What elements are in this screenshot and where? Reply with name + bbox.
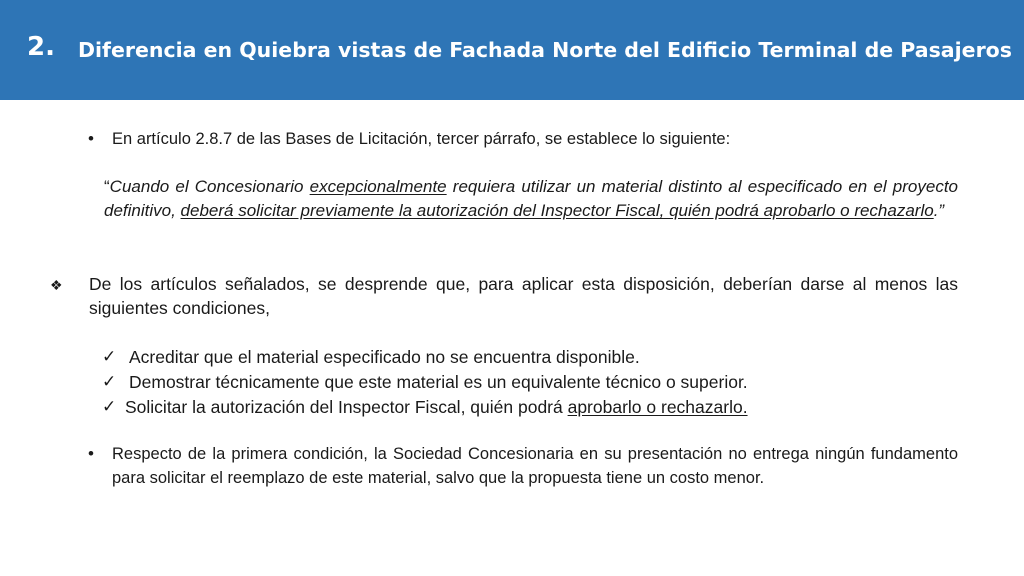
checkmark-icon: ✓ [102, 372, 117, 391]
slide-title: Diferencia en Quiebra vistas de Fachada Norte del Edificio Terminal de Pasajeros [78, 38, 1012, 62]
conditions-intro-text: De los artículos señalados, se desprende que, para aplicar esta disposición, deberían darse al menos las siguientes condiciones, [89, 274, 958, 318]
condition-2: Demostrar técnicamente que este material es un equivalente técnico o superior. [129, 372, 748, 392]
condition-1: Acreditar que el material especificado no se encuentra disponible. [129, 347, 640, 367]
bullet-intro-text: En artículo 2.8.7 de las Bases de Licitación, tercer párrafo, se establece lo siguiente: [112, 130, 731, 148]
diamond-bullet-icon: ❖ [50, 277, 63, 293]
quote-open: “ [104, 177, 110, 196]
section-number: 2. [27, 32, 55, 62]
first-condition-remark: Respecto de la primera condición, la Sociedad Concesionaria en su presentación no entrega ningún fundamento para solicitar el reemplazo de este material, salvo que la propuesta tiene un costo menor. [112, 445, 958, 487]
quote-close: .” [933, 201, 945, 220]
condition-3-underlined: aprobarlo o rechazarlo. [567, 397, 748, 417]
title-bar [0, 0, 1024, 100]
quote-part-1: Cuando el Concesionario [109, 177, 310, 196]
condition-3-text: Solicitar la autorización del Inspector Fiscal, quién podrá [125, 397, 568, 417]
quote-part-2: requiera utilizar un material distinto al especificado en el proyecto definitivo, [104, 177, 959, 220]
quoted-article [104, 175, 958, 223]
condition-3 [125, 395, 955, 419]
quote-underlined-2: deberá solicitar previamente la autorización del Inspector Fiscal, quién podrá aprobarlo o rechazarlo [180, 201, 934, 220]
checkmark-icon: ✓ [102, 347, 117, 366]
bullet-dot-icon: • [88, 444, 94, 463]
bullet-dot-icon: • [88, 129, 94, 148]
quote-underlined-1: excepcionalmente [309, 177, 447, 196]
checkmark-icon: ✓ [102, 397, 117, 416]
